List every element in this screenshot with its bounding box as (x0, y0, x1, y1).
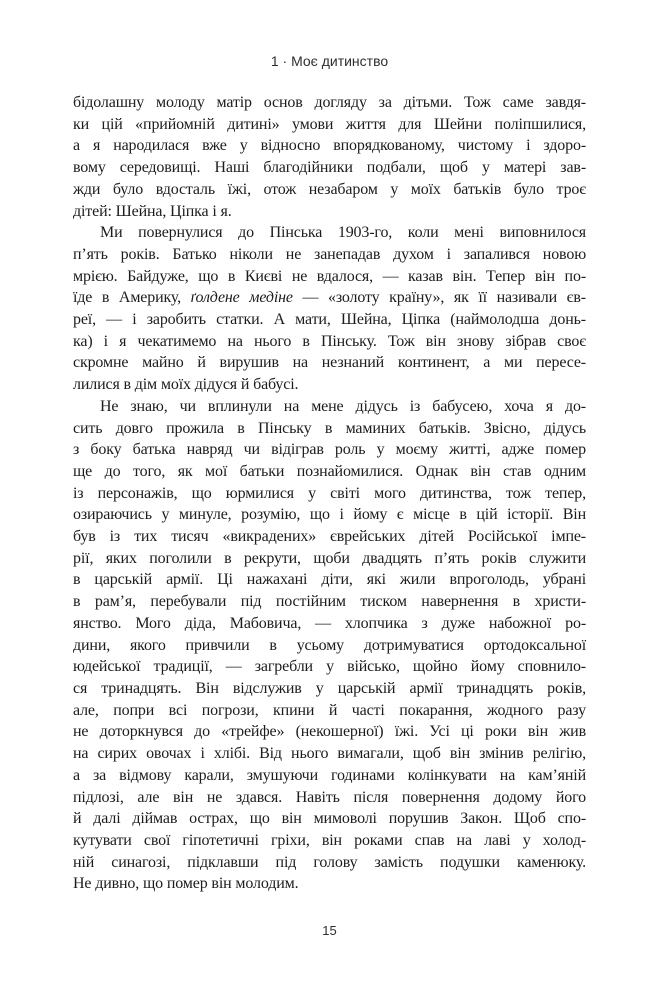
text-segment: Ми повернулися до Пінська 1903-го, коли мені виповнилося (100, 224, 586, 242)
text-line (73, 765, 586, 787)
text-line (73, 439, 586, 461)
text-line (73, 852, 586, 874)
text-segment: кутувати свої гіпотетичні гріхи, він роками спав на лаві у холод- (73, 831, 586, 849)
text-segment: скромне майно й вирушив на незнаний континент, а ми пересе- (73, 354, 586, 372)
text-segment: дини, якого привчили в усьому дотримуватися ортодоксальної (73, 636, 586, 654)
text-segment: підлозі, але він не здався. Навіть після повернення додому його (73, 788, 586, 806)
text-segment: був із тих тисяч «викрадених» єврейських дітей Російської імпе- (73, 528, 586, 546)
text-line (73, 504, 586, 526)
text-segment: реї, — і заробить статки. А мати, Шейна, Ціпка (наймолодша донь- (73, 311, 586, 329)
text-segment: з боку батька навряд чи відіграв роль у моєму житті, адже помер (73, 441, 586, 459)
text-line (73, 92, 586, 114)
paragraph (73, 92, 586, 222)
text-line (73, 569, 586, 591)
text-line (73, 678, 586, 700)
text-line (73, 613, 586, 635)
text-line (73, 396, 586, 418)
text-line (73, 157, 586, 179)
text-line (73, 873, 586, 895)
text-line (73, 461, 586, 483)
text-segment: але, попри всі погрози, кпини й часті покарання, жодного разу (73, 701, 586, 719)
text-segment: вому середовищі. Наші благодійники подбали, щоб у матері зав- (73, 159, 586, 177)
text-segment: ки цій «прийомній дитині» умови життя для Шейни поліпшилися, (73, 115, 586, 133)
text-segment: мрією. Байдуже, що в Києві не вдалося, — казав він. Тепер він по- (73, 267, 586, 285)
text-segment: не доторкнувся до «трейфе» (некошерної) їжі. Усі ці роки він жив (73, 723, 586, 741)
text-line (73, 591, 586, 613)
text-line (73, 656, 586, 678)
text-segment: із персонажів, що юрмилися у світі мого дитинства, тож тепер, (73, 484, 586, 502)
text-line (73, 331, 586, 353)
text-segment: жди було вдосталь їжі, отож незабаром у моїх батьків було троє (73, 180, 586, 198)
text-line (73, 244, 586, 266)
text-segment: янство. Мого діда, Мабовича, — хлопчика з дуже набожної ро- (73, 614, 586, 632)
text-segment: а за відмову карали, змушуючи годинами колінкувати на кам’яній (73, 766, 586, 784)
text-segment: ся тринадцять. Він відслужив у царській армії тринадцять років, (73, 679, 586, 697)
text-segment: озираючись у минуле, розумію, що і йому є місце в цій історії. Він (73, 506, 586, 524)
text-segment: сить довго прожила в Пінську в маминих батьків. Звісно, дідусь (73, 419, 586, 437)
text-segment: лилися в дім моїх дідуся й бабусі. (73, 376, 299, 394)
text-segment: в рам’я, перебували під постійним тиском навернення в христи- (73, 593, 586, 611)
text-line (73, 135, 586, 157)
text-line (73, 266, 586, 288)
chapter-header-label: 1 · Моє дитинство (270, 53, 389, 69)
running-header (0, 53, 659, 70)
text-segment: в царській армії. Ці нажахані діти, які жили впроголодь, убрані (73, 571, 586, 589)
text-segment: й далі діймав острах, що він мимоволі порушив Закон. Щоб спо- (73, 810, 586, 828)
text-line (73, 830, 586, 852)
paragraph (73, 396, 586, 895)
text-segment: на сирих овочах і хлібі. Від нього вимагали, щоб він змінив релігію, (73, 745, 586, 763)
text-line (73, 635, 586, 657)
text-segment: дітей: Шейна, Ціпка і я. (73, 202, 232, 220)
paragraph (73, 222, 586, 396)
text-line (73, 526, 586, 548)
text-line (73, 374, 586, 396)
text-line (73, 700, 586, 722)
text-line (73, 787, 586, 809)
text-segment: п’ять років. Батько ніколи не занепадав духом і запалився новою (73, 245, 586, 263)
text-line (73, 287, 586, 309)
page-number: 15 (322, 923, 337, 938)
text-line (73, 548, 586, 570)
italic-phrase: ґолдене медіне (190, 289, 293, 307)
text-segment: ній синагозі, підклавши під голову замість подушки каменюку. (73, 853, 586, 871)
text-line (73, 114, 586, 136)
text-segment: юдейської традиції, — загребли у військо, щойно йому сповнило- (73, 658, 586, 676)
text-line (73, 222, 586, 244)
text-segment: а я народилася вже у відносно впорядкованому, чистому і здоро- (73, 137, 586, 155)
text-segment: ще до того, як мої батьки познайомилися. Однак він став одним (73, 462, 586, 480)
text-line (73, 352, 586, 374)
text-segment: їде в Америку, (73, 289, 191, 307)
page-text (73, 92, 586, 895)
text-segment: Не знаю, чи вплинули на мене дідусь із бабусею, хоча я до- (100, 397, 586, 415)
text-segment: рії, яких поголили в рекрути, щоби двадцять п’ять років служити (73, 549, 586, 567)
text-line (73, 418, 586, 440)
page-footer (0, 923, 659, 939)
text-line (73, 201, 586, 223)
text-segment: Не дивно, що помер він молодим. (73, 875, 299, 893)
text-segment: ка) і я чекатимемо на нього в Пінську. Тож він знову зібрав своє (73, 332, 586, 350)
text-line (73, 808, 586, 830)
text-line (73, 483, 586, 505)
text-segment: — «золоту країну», як її називали єв- (292, 289, 586, 307)
text-line (73, 309, 586, 331)
text-segment: бідолашну молоду матір основ догляду за дітьми. Тож саме завдя- (73, 94, 586, 111)
text-line (73, 743, 586, 765)
text-line (73, 721, 586, 743)
text-line (73, 179, 586, 201)
